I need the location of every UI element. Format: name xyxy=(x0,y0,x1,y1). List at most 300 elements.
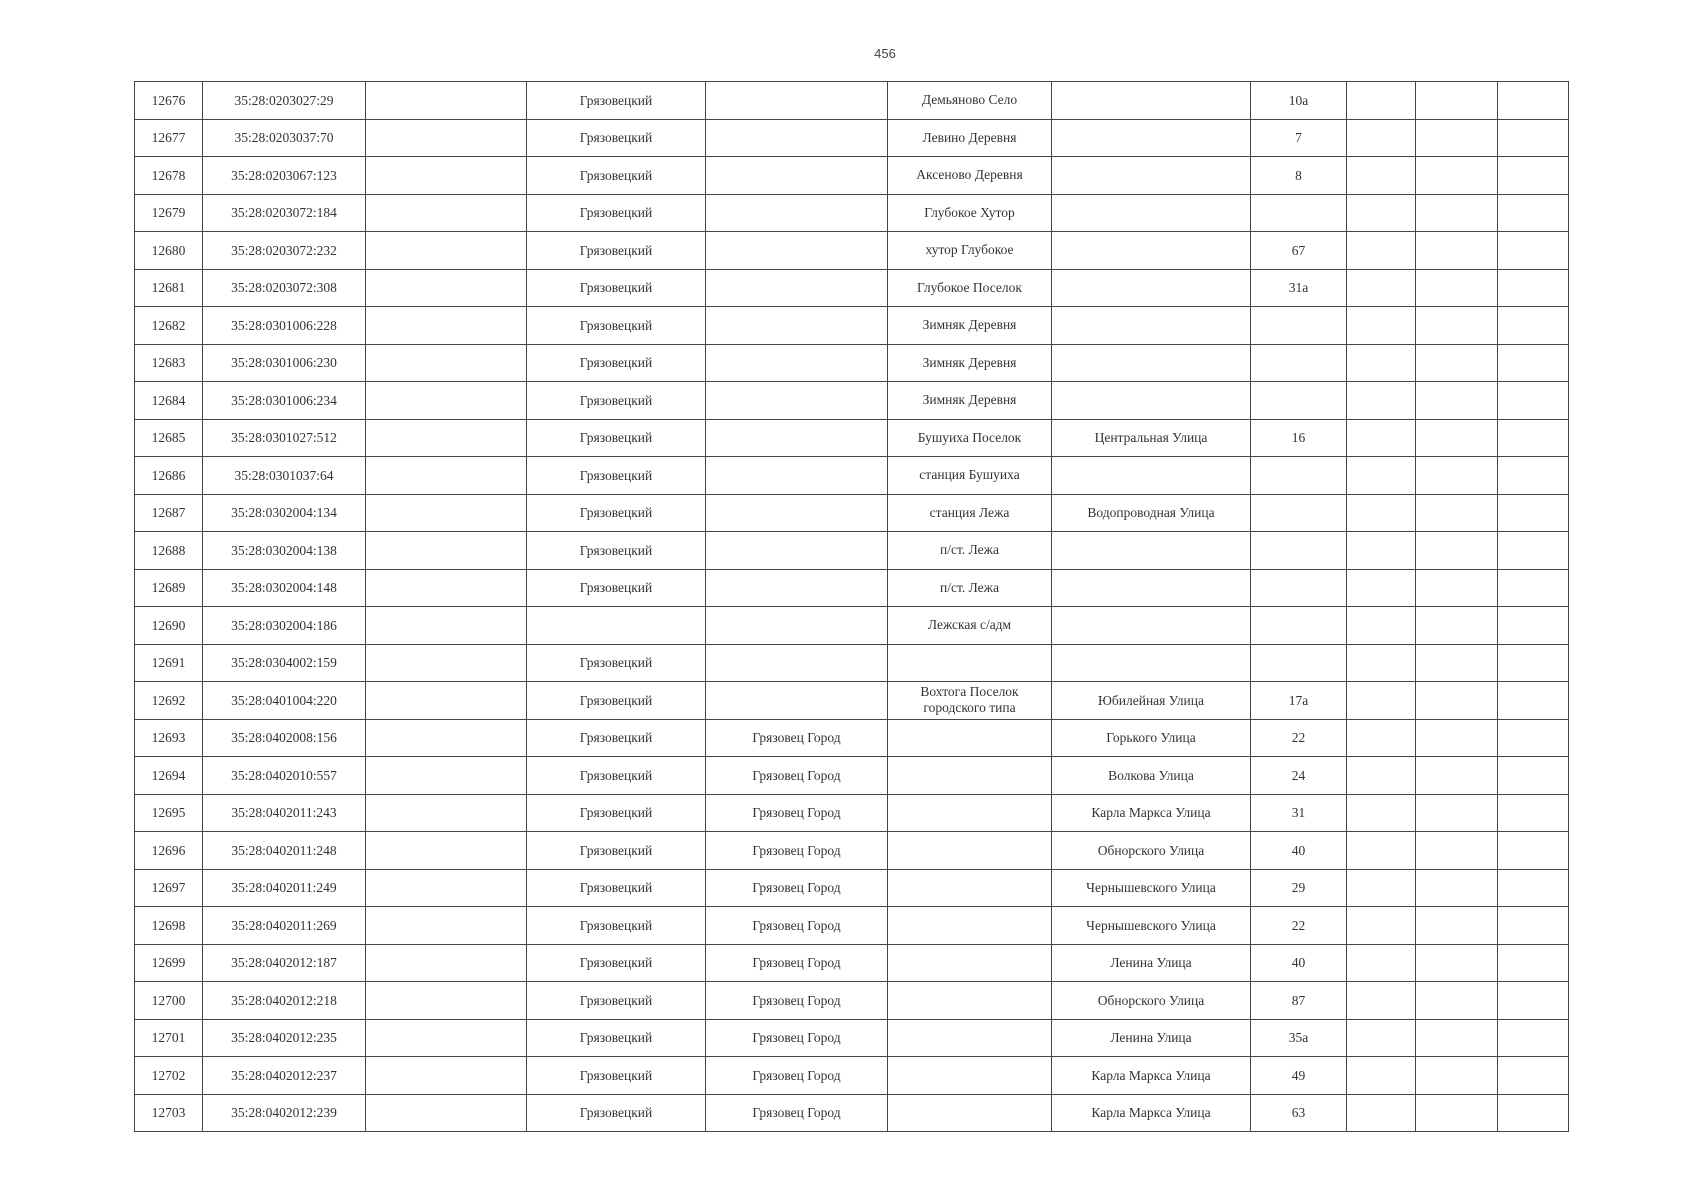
cell-column-9 xyxy=(1347,794,1416,832)
cell-locality: п/ст. Лежа xyxy=(888,569,1052,607)
cell-cadastral-number: 35:28:0302004:186 xyxy=(203,607,366,645)
cell-house: 67 xyxy=(1251,232,1347,270)
cell-column-10 xyxy=(1416,794,1498,832)
cell-column-9 xyxy=(1347,569,1416,607)
cell-column-3 xyxy=(366,682,527,720)
cell-district: Грязовецкий xyxy=(527,982,706,1020)
cell-column-10 xyxy=(1416,1019,1498,1057)
cell-street xyxy=(1052,194,1251,232)
cell-house: 22 xyxy=(1251,719,1347,757)
cell-house: 31а xyxy=(1251,269,1347,307)
cell-column-11 xyxy=(1498,419,1569,457)
cell-column-11 xyxy=(1498,982,1569,1020)
cell-column-11 xyxy=(1498,232,1569,270)
cell-column-3 xyxy=(366,119,527,157)
cell-locality: Демьяново Село xyxy=(888,82,1052,120)
cell-cadastral-number: 35:28:0302004:148 xyxy=(203,569,366,607)
cell-house xyxy=(1251,344,1347,382)
cell-column-9 xyxy=(1347,494,1416,532)
cell-column-11 xyxy=(1498,682,1569,720)
cell-column-10 xyxy=(1416,194,1498,232)
cell-column-9 xyxy=(1347,719,1416,757)
table-row xyxy=(135,719,1569,757)
table-row xyxy=(135,1019,1569,1057)
table-row xyxy=(135,344,1569,382)
cell-column-11 xyxy=(1498,607,1569,645)
cell-cadastral-number: 35:28:0402012:237 xyxy=(203,1057,366,1095)
cell-cadastral-number: 35:28:0301006:234 xyxy=(203,382,366,420)
cell-row-number: 12685 xyxy=(135,419,203,457)
cell-district: Грязовецкий xyxy=(527,382,706,420)
cell-locality xyxy=(888,719,1052,757)
cell-column-11 xyxy=(1498,157,1569,195)
cell-row-number: 12683 xyxy=(135,344,203,382)
table-row xyxy=(135,644,1569,682)
cell-district: Грязовецкий xyxy=(527,269,706,307)
table-row xyxy=(135,757,1569,795)
cell-column-11 xyxy=(1498,382,1569,420)
cell-cadastral-number: 35:28:0402012:235 xyxy=(203,1019,366,1057)
cell-cadastral-number: 35:28:0203072:184 xyxy=(203,194,366,232)
cell-street xyxy=(1052,269,1251,307)
cell-house xyxy=(1251,307,1347,345)
cell-city: Грязовец Город xyxy=(706,1094,888,1132)
cell-column-9 xyxy=(1347,607,1416,645)
cell-street xyxy=(1052,82,1251,120)
cell-column-11 xyxy=(1498,269,1569,307)
cell-cadastral-number: 35:28:0401004:220 xyxy=(203,682,366,720)
cell-street xyxy=(1052,607,1251,645)
cell-row-number: 12690 xyxy=(135,607,203,645)
cell-district: Грязовецкий xyxy=(527,232,706,270)
table-row xyxy=(135,157,1569,195)
cell-row-number: 12698 xyxy=(135,907,203,945)
cell-column-10 xyxy=(1416,307,1498,345)
cell-column-9 xyxy=(1347,382,1416,420)
cell-column-11 xyxy=(1498,307,1569,345)
cell-column-10 xyxy=(1416,682,1498,720)
cell-column-3 xyxy=(366,382,527,420)
cell-house: 16 xyxy=(1251,419,1347,457)
cell-row-number: 12693 xyxy=(135,719,203,757)
cell-row-number: 12699 xyxy=(135,944,203,982)
cell-column-9 xyxy=(1347,1057,1416,1095)
cell-column-9 xyxy=(1347,944,1416,982)
cell-district: Грязовецкий xyxy=(527,457,706,495)
cell-city xyxy=(706,269,888,307)
cell-city xyxy=(706,569,888,607)
cell-row-number: 12681 xyxy=(135,269,203,307)
cell-house: 17а xyxy=(1251,682,1347,720)
cell-city: Грязовец Город xyxy=(706,1019,888,1057)
cell-cadastral-number: 35:28:0402012:218 xyxy=(203,982,366,1020)
cell-locality xyxy=(888,1019,1052,1057)
cell-street: Юбилейная Улица xyxy=(1052,682,1251,720)
table-row xyxy=(135,382,1569,420)
table-row xyxy=(135,907,1569,945)
cell-cadastral-number: 35:28:0304002:159 xyxy=(203,644,366,682)
cell-locality: Зимняк Деревня xyxy=(888,344,1052,382)
cell-locality: станция Лежа xyxy=(888,494,1052,532)
cell-city xyxy=(706,607,888,645)
cell-column-3 xyxy=(366,869,527,907)
registry-table xyxy=(134,81,1569,1132)
page-number: 456 xyxy=(874,46,896,61)
cell-city xyxy=(706,457,888,495)
cell-locality xyxy=(888,832,1052,870)
cell-house xyxy=(1251,494,1347,532)
cell-column-9 xyxy=(1347,119,1416,157)
cell-cadastral-number: 35:28:0301006:228 xyxy=(203,307,366,345)
cell-column-9 xyxy=(1347,457,1416,495)
cell-column-9 xyxy=(1347,157,1416,195)
table-row xyxy=(135,794,1569,832)
table-row xyxy=(135,569,1569,607)
cell-district: Грязовецкий xyxy=(527,832,706,870)
cell-cadastral-number: 35:28:0402008:156 xyxy=(203,719,366,757)
cell-house xyxy=(1251,569,1347,607)
cell-city xyxy=(706,194,888,232)
cell-column-11 xyxy=(1498,194,1569,232)
cell-city xyxy=(706,644,888,682)
cell-street: Чернышевского Улица xyxy=(1052,869,1251,907)
cell-column-11 xyxy=(1498,119,1569,157)
cell-locality: Вохтога Поселок городского типа xyxy=(888,682,1052,720)
cell-cadastral-number: 35:28:0402011:249 xyxy=(203,869,366,907)
cell-column-3 xyxy=(366,457,527,495)
cell-city xyxy=(706,307,888,345)
cell-column-3 xyxy=(366,1019,527,1057)
cell-locality: Левино Деревня xyxy=(888,119,1052,157)
cell-house: 10а xyxy=(1251,82,1347,120)
table-row xyxy=(135,869,1569,907)
cell-house: 87 xyxy=(1251,982,1347,1020)
cell-column-10 xyxy=(1416,982,1498,1020)
cell-row-number: 12686 xyxy=(135,457,203,495)
cell-column-10 xyxy=(1416,82,1498,120)
cell-cadastral-number: 35:28:0203072:232 xyxy=(203,232,366,270)
cell-locality xyxy=(888,869,1052,907)
cell-district: Грязовецкий xyxy=(527,119,706,157)
cell-locality: Лежская с/адм xyxy=(888,607,1052,645)
cell-column-11 xyxy=(1498,719,1569,757)
cell-street xyxy=(1052,119,1251,157)
cell-column-9 xyxy=(1347,419,1416,457)
table-row xyxy=(135,607,1569,645)
cell-cadastral-number: 35:28:0302004:138 xyxy=(203,532,366,570)
cell-locality xyxy=(888,1057,1052,1095)
cell-house: 31 xyxy=(1251,794,1347,832)
cell-column-3 xyxy=(366,307,527,345)
cell-locality xyxy=(888,982,1052,1020)
cell-column-11 xyxy=(1498,832,1569,870)
cell-column-10 xyxy=(1416,1094,1498,1132)
table-row xyxy=(135,1057,1569,1095)
cell-row-number: 12677 xyxy=(135,119,203,157)
cell-street: Горького Улица xyxy=(1052,719,1251,757)
cell-column-11 xyxy=(1498,494,1569,532)
cell-house xyxy=(1251,532,1347,570)
cell-city: Грязовец Город xyxy=(706,982,888,1020)
cell-house: 29 xyxy=(1251,869,1347,907)
cell-row-number: 12700 xyxy=(135,982,203,1020)
table-row xyxy=(135,494,1569,532)
cell-row-number: 12687 xyxy=(135,494,203,532)
cell-city xyxy=(706,344,888,382)
cell-district: Грязовецкий xyxy=(527,1019,706,1057)
table-row xyxy=(135,307,1569,345)
cell-house: 63 xyxy=(1251,1094,1347,1132)
cell-house: 40 xyxy=(1251,944,1347,982)
cell-column-11 xyxy=(1498,869,1569,907)
cell-locality: станция Бушуиха xyxy=(888,457,1052,495)
cell-column-9 xyxy=(1347,194,1416,232)
cell-column-11 xyxy=(1498,944,1569,982)
cell-column-9 xyxy=(1347,232,1416,270)
cell-district: Грязовецкий xyxy=(527,1057,706,1095)
cell-district: Грязовецкий xyxy=(527,157,706,195)
cell-locality: п/ст. Лежа xyxy=(888,532,1052,570)
cell-locality xyxy=(888,644,1052,682)
cell-street: Карла Маркса Улица xyxy=(1052,1094,1251,1132)
cell-city xyxy=(706,82,888,120)
cell-column-10 xyxy=(1416,157,1498,195)
cell-locality xyxy=(888,907,1052,945)
cell-row-number: 12695 xyxy=(135,794,203,832)
cell-column-11 xyxy=(1498,644,1569,682)
cell-row-number: 12678 xyxy=(135,157,203,195)
cell-column-3 xyxy=(366,157,527,195)
cell-street: Карла Маркса Улица xyxy=(1052,1057,1251,1095)
cell-column-10 xyxy=(1416,419,1498,457)
cell-street: Чернышевского Улица xyxy=(1052,907,1251,945)
cell-column-10 xyxy=(1416,644,1498,682)
cell-row-number: 12694 xyxy=(135,757,203,795)
table-row xyxy=(135,269,1569,307)
cell-column-9 xyxy=(1347,269,1416,307)
cell-column-9 xyxy=(1347,532,1416,570)
cell-house: 7 xyxy=(1251,119,1347,157)
cell-column-3 xyxy=(366,1057,527,1095)
cell-district: Грязовецкий xyxy=(527,907,706,945)
cell-city: Грязовец Город xyxy=(706,1057,888,1095)
cell-house xyxy=(1251,194,1347,232)
cell-city xyxy=(706,532,888,570)
cell-house: 8 xyxy=(1251,157,1347,195)
cell-city xyxy=(706,419,888,457)
cell-district: Грязовецкий xyxy=(527,794,706,832)
cell-street: Карла Маркса Улица xyxy=(1052,794,1251,832)
cell-column-10 xyxy=(1416,719,1498,757)
cell-cadastral-number: 35:28:0402011:248 xyxy=(203,832,366,870)
cell-column-11 xyxy=(1498,794,1569,832)
cell-house: 40 xyxy=(1251,832,1347,870)
cell-city: Грязовец Город xyxy=(706,794,888,832)
cell-column-3 xyxy=(366,344,527,382)
cell-column-3 xyxy=(366,532,527,570)
cell-column-11 xyxy=(1498,344,1569,382)
cell-column-9 xyxy=(1347,907,1416,945)
table-row xyxy=(135,832,1569,870)
cell-row-number: 12689 xyxy=(135,569,203,607)
cell-street xyxy=(1052,457,1251,495)
cell-city: Грязовец Город xyxy=(706,944,888,982)
cell-column-10 xyxy=(1416,119,1498,157)
cell-column-11 xyxy=(1498,1019,1569,1057)
cell-row-number: 12688 xyxy=(135,532,203,570)
cell-column-3 xyxy=(366,419,527,457)
cell-cadastral-number: 35:28:0402012:187 xyxy=(203,944,366,982)
cell-column-9 xyxy=(1347,757,1416,795)
cell-row-number: 12697 xyxy=(135,869,203,907)
cell-column-9 xyxy=(1347,982,1416,1020)
cell-column-3 xyxy=(366,982,527,1020)
cell-column-10 xyxy=(1416,907,1498,945)
cell-column-3 xyxy=(366,569,527,607)
cell-row-number: 12703 xyxy=(135,1094,203,1132)
cell-district: Грязовецкий xyxy=(527,532,706,570)
cell-column-10 xyxy=(1416,1057,1498,1095)
cell-city: Грязовец Город xyxy=(706,907,888,945)
cell-row-number: 12679 xyxy=(135,194,203,232)
cell-column-10 xyxy=(1416,569,1498,607)
cell-street: Обнорского Улица xyxy=(1052,982,1251,1020)
cell-column-11 xyxy=(1498,757,1569,795)
cell-column-3 xyxy=(366,269,527,307)
cell-street xyxy=(1052,344,1251,382)
cell-city xyxy=(706,232,888,270)
cell-column-10 xyxy=(1416,607,1498,645)
cell-column-3 xyxy=(366,494,527,532)
table-row xyxy=(135,944,1569,982)
cell-locality: хутор Глубокое xyxy=(888,232,1052,270)
cell-district: Грязовецкий xyxy=(527,757,706,795)
cell-row-number: 12691 xyxy=(135,644,203,682)
cell-column-11 xyxy=(1498,907,1569,945)
cell-column-3 xyxy=(366,719,527,757)
cell-cadastral-number: 35:28:0402012:239 xyxy=(203,1094,366,1132)
cell-locality: Глубокое Хутор xyxy=(888,194,1052,232)
cell-column-9 xyxy=(1347,832,1416,870)
cell-cadastral-number: 35:28:0402011:269 xyxy=(203,907,366,945)
cell-district: Грязовецкий xyxy=(527,1094,706,1132)
cell-column-3 xyxy=(366,82,527,120)
registry-body xyxy=(135,82,1569,1132)
table-row xyxy=(135,194,1569,232)
cell-district: Грязовецкий xyxy=(527,307,706,345)
table-row xyxy=(135,1094,1569,1132)
table-row xyxy=(135,682,1569,720)
cell-row-number: 12680 xyxy=(135,232,203,270)
cell-column-10 xyxy=(1416,832,1498,870)
cell-house xyxy=(1251,644,1347,682)
cell-cadastral-number: 35:28:0203027:29 xyxy=(203,82,366,120)
cell-column-10 xyxy=(1416,457,1498,495)
cell-district: Грязовецкий xyxy=(527,644,706,682)
cell-district: Грязовецкий xyxy=(527,944,706,982)
cell-city: Грязовец Город xyxy=(706,832,888,870)
cell-cadastral-number: 35:28:0203072:308 xyxy=(203,269,366,307)
cell-street xyxy=(1052,157,1251,195)
cell-column-3 xyxy=(366,832,527,870)
cell-street: Ленина Улица xyxy=(1052,944,1251,982)
cell-city xyxy=(706,682,888,720)
cell-column-11 xyxy=(1498,1094,1569,1132)
cell-locality xyxy=(888,757,1052,795)
cell-street xyxy=(1052,307,1251,345)
table-row xyxy=(135,419,1569,457)
cell-row-number: 12684 xyxy=(135,382,203,420)
cell-column-11 xyxy=(1498,1057,1569,1095)
cell-district: Грязовецкий xyxy=(527,494,706,532)
cell-house: 49 xyxy=(1251,1057,1347,1095)
cell-street: Обнорского Улица xyxy=(1052,832,1251,870)
cell-row-number: 12692 xyxy=(135,682,203,720)
cell-locality: Зимняк Деревня xyxy=(888,382,1052,420)
table-row xyxy=(135,532,1569,570)
cell-district: Грязовецкий xyxy=(527,719,706,757)
cell-house xyxy=(1251,457,1347,495)
table-row xyxy=(135,82,1569,120)
cell-street xyxy=(1052,569,1251,607)
cell-cadastral-number: 35:28:0301037:64 xyxy=(203,457,366,495)
cell-district: Грязовецкий xyxy=(527,419,706,457)
cell-cadastral-number: 35:28:0402010:557 xyxy=(203,757,366,795)
cell-column-10 xyxy=(1416,269,1498,307)
cell-row-number: 12676 xyxy=(135,82,203,120)
cell-column-9 xyxy=(1347,1094,1416,1132)
cell-district: Грязовецкий xyxy=(527,569,706,607)
cell-locality: Глубокое Поселок xyxy=(888,269,1052,307)
cell-street xyxy=(1052,232,1251,270)
cell-column-10 xyxy=(1416,232,1498,270)
cell-locality xyxy=(888,794,1052,832)
cell-row-number: 12702 xyxy=(135,1057,203,1095)
cell-city: Грязовец Город xyxy=(706,869,888,907)
cell-cadastral-number: 35:28:0203067:123 xyxy=(203,157,366,195)
cell-column-10 xyxy=(1416,944,1498,982)
cell-street: Волкова Улица xyxy=(1052,757,1251,795)
cell-column-10 xyxy=(1416,382,1498,420)
cell-locality: Аксеново Деревня xyxy=(888,157,1052,195)
cell-locality xyxy=(888,944,1052,982)
cell-city: Грязовец Город xyxy=(706,757,888,795)
cell-column-10 xyxy=(1416,532,1498,570)
cell-cadastral-number: 35:28:0402011:243 xyxy=(203,794,366,832)
cell-street: Центральная Улица xyxy=(1052,419,1251,457)
cell-cadastral-number: 35:28:0302004:134 xyxy=(203,494,366,532)
cell-column-9 xyxy=(1347,682,1416,720)
cell-column-9 xyxy=(1347,307,1416,345)
table-row xyxy=(135,457,1569,495)
cell-row-number: 12701 xyxy=(135,1019,203,1057)
cell-column-9 xyxy=(1347,1019,1416,1057)
cell-column-11 xyxy=(1498,569,1569,607)
cell-cadastral-number: 35:28:0301006:230 xyxy=(203,344,366,382)
cell-column-3 xyxy=(366,944,527,982)
cell-street: Ленина Улица xyxy=(1052,1019,1251,1057)
cell-cadastral-number: 35:28:0203037:70 xyxy=(203,119,366,157)
cell-column-3 xyxy=(366,194,527,232)
cell-house: 24 xyxy=(1251,757,1347,795)
cell-column-10 xyxy=(1416,757,1498,795)
table-row xyxy=(135,232,1569,270)
cell-cadastral-number: 35:28:0301027:512 xyxy=(203,419,366,457)
cell-street: Водопроводная Улица xyxy=(1052,494,1251,532)
cell-column-3 xyxy=(366,757,527,795)
cell-district: Грязовецкий xyxy=(527,869,706,907)
cell-column-3 xyxy=(366,1094,527,1132)
